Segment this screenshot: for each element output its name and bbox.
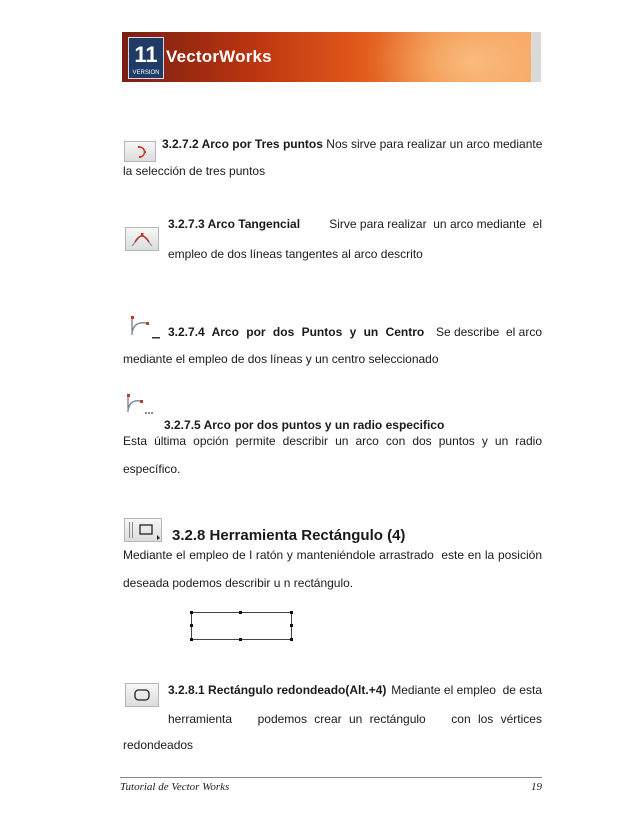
paragraph-3-2-7-3-line-2: empleo de dos líneas tangentes al arco descrito	[168, 247, 423, 261]
heading-3-2-7-4: 3.2.7.4 Arco por dos Puntos y un Centro	[168, 325, 425, 339]
page-number: 19	[531, 781, 542, 793]
paragraph-3-2-7-2-line-1	[162, 137, 542, 151]
logo-version-number: 11	[134, 42, 158, 67]
rectangle-selection-illustration	[190, 610, 294, 642]
tangent-arc-tool-icon	[125, 227, 159, 251]
heading-3-2-7-2: 3.2.7.2 Arco por Tres puntos	[162, 137, 323, 151]
text-3-2-7-3-a: Sirve para realizar un arco mediante el	[329, 217, 542, 231]
rectangle-tool-icon	[124, 518, 162, 542]
footer-title: Tutorial de Vector Works	[120, 781, 230, 793]
heading-3-2-7-3: 3.2.7.3 Arco Tangencial	[168, 217, 301, 231]
two-point-radius-arc-tool-icon	[120, 392, 154, 416]
text-3-2-7-2-a: Nos sirve para realizar un arco mediante	[322, 137, 543, 151]
header-banner	[122, 32, 541, 82]
paragraph-3-2-8-line-2: deseada podemos describir u n rectángulo.	[123, 576, 354, 590]
paragraph-3-2-7-2-line-2: la selección de tres puntos	[123, 164, 266, 178]
rounded-rectangle-tool-icon	[125, 683, 159, 707]
paragraph-3-2-7-3-line-1	[168, 217, 542, 231]
banner-edge-strip	[531, 32, 541, 82]
paragraph-3-2-8-line-1: Mediante el empleo de l ratón y manteniéndole arrastrado este en la posición	[123, 548, 542, 562]
two-point-center-arc-tool-icon	[124, 313, 160, 339]
footer-rule	[120, 777, 542, 778]
text-3-2-8-1-b: herramienta	[168, 712, 233, 726]
text-3-2-8-1-c: podemos crear un rectángulo	[257, 712, 426, 726]
heading-3-2-8-1-wrap	[168, 683, 386, 697]
paragraph-3-2-7-4-line-2: mediante el empleo de dos líneas y un centro seleccionado	[123, 352, 439, 366]
paragraph-3-2-7-4-line-1	[168, 325, 542, 339]
heading-3-2-8-1: 3.2.8.1 Rectángulo redondeado(Alt.+4)	[168, 683, 387, 697]
banner-brand: VectorWorks	[166, 47, 272, 66]
three-point-arc-tool-icon	[124, 141, 156, 162]
paragraph-3-2-8-1-line-3: redondeados	[123, 738, 194, 752]
text-3-2-7-4-a: Se describe el arco	[435, 325, 542, 339]
vectorworks-logo	[128, 37, 164, 79]
text-3-2-8-1-a: Mediante el empleo de esta	[387, 683, 542, 697]
paragraph-3-2-7-5-line-1: Esta última opción permite describir un arco con dos puntos y un radio	[123, 434, 542, 448]
paragraph-3-2-8-1-line-2	[168, 712, 542, 726]
text-3-2-8-1-d: con los vértices	[451, 712, 542, 726]
logo-version-caption: VERSION	[132, 70, 160, 76]
paragraph-3-2-8-1-line-1	[168, 683, 542, 697]
banner-glow	[372, 32, 541, 82]
heading-3-2-8: 3.2.8 Herramienta Rectángulo (4)	[172, 527, 406, 544]
heading-3-2-7-5: 3.2.7.5 Arco por dos puntos y un radio especifico	[164, 418, 445, 432]
paragraph-3-2-7-5-line-2: específico.	[123, 462, 181, 476]
